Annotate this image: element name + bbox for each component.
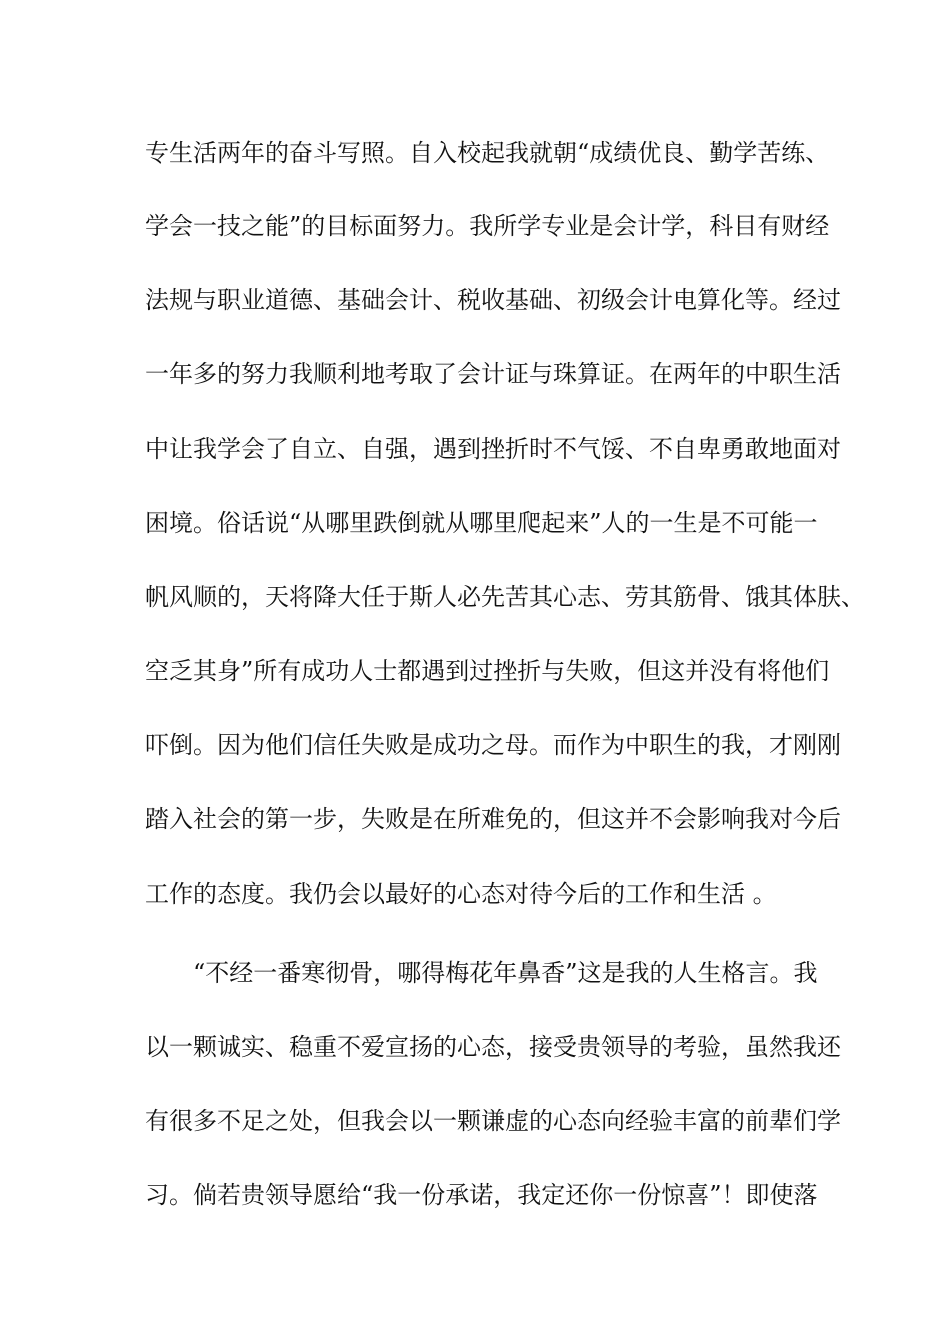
text-line: 帆风顺的，天将降大任于斯人必先苦其心志、劳其筋骨、饿其体肤、 (145, 583, 865, 611)
text-line: 学会一技之能”的目标面努力。我所学专业是会计学，科目有财经 (145, 212, 830, 240)
text-line: 专生活两年的奋斗写照。自入校起我就朝“成绩优良、勤学苦练、 (145, 139, 830, 167)
text-line: 法规与职业道德、基础会计、税收基础、初级会计电算化等。经过 (145, 286, 841, 314)
paragraph-first-line: “不经一番寒彻骨，哪得梅花年鼻香”这是我的人生格言。我 (193, 959, 818, 987)
text-line: 踏入社会的第一步，失败是在所难免的，但这并不会影响我对今后 (145, 805, 841, 833)
text-line: 中让我学会了自立、自强，遇到挫折时不气馁、不自卑勇敢地面对 (145, 435, 841, 463)
text-line: 一年多的努力我顺利地考取了会计证与珠算证。在两年的中职生活 (145, 360, 841, 388)
text-line: 习。倘若贵领导愿给“我一份承诺，我定还你一份惊喜”！即使落 (145, 1181, 818, 1209)
text-line: 以一颗诚实、稳重不爱宣扬的心态，接受贵领导的考验，虽然我还 (145, 1033, 841, 1061)
text-line: 空乏其身”所有成功人士都遇到过挫折与失败，但这并没有将他们 (145, 657, 830, 685)
text-line: 工作的态度。我仍会以最好的心态对待今后的工作和生活 。 (145, 880, 777, 908)
text-line: 有很多不足之处，但我会以一颗谦虚的心态向经验丰富的前辈们学 (145, 1107, 841, 1135)
text-line: 吓倒。因为他们信任失败是成功之母。而作为中职生的我，才刚刚 (145, 731, 841, 759)
text-line: 困境。俗话说“从哪里跌倒就从哪里爬起来”人的一生是不可能一 (145, 509, 818, 537)
